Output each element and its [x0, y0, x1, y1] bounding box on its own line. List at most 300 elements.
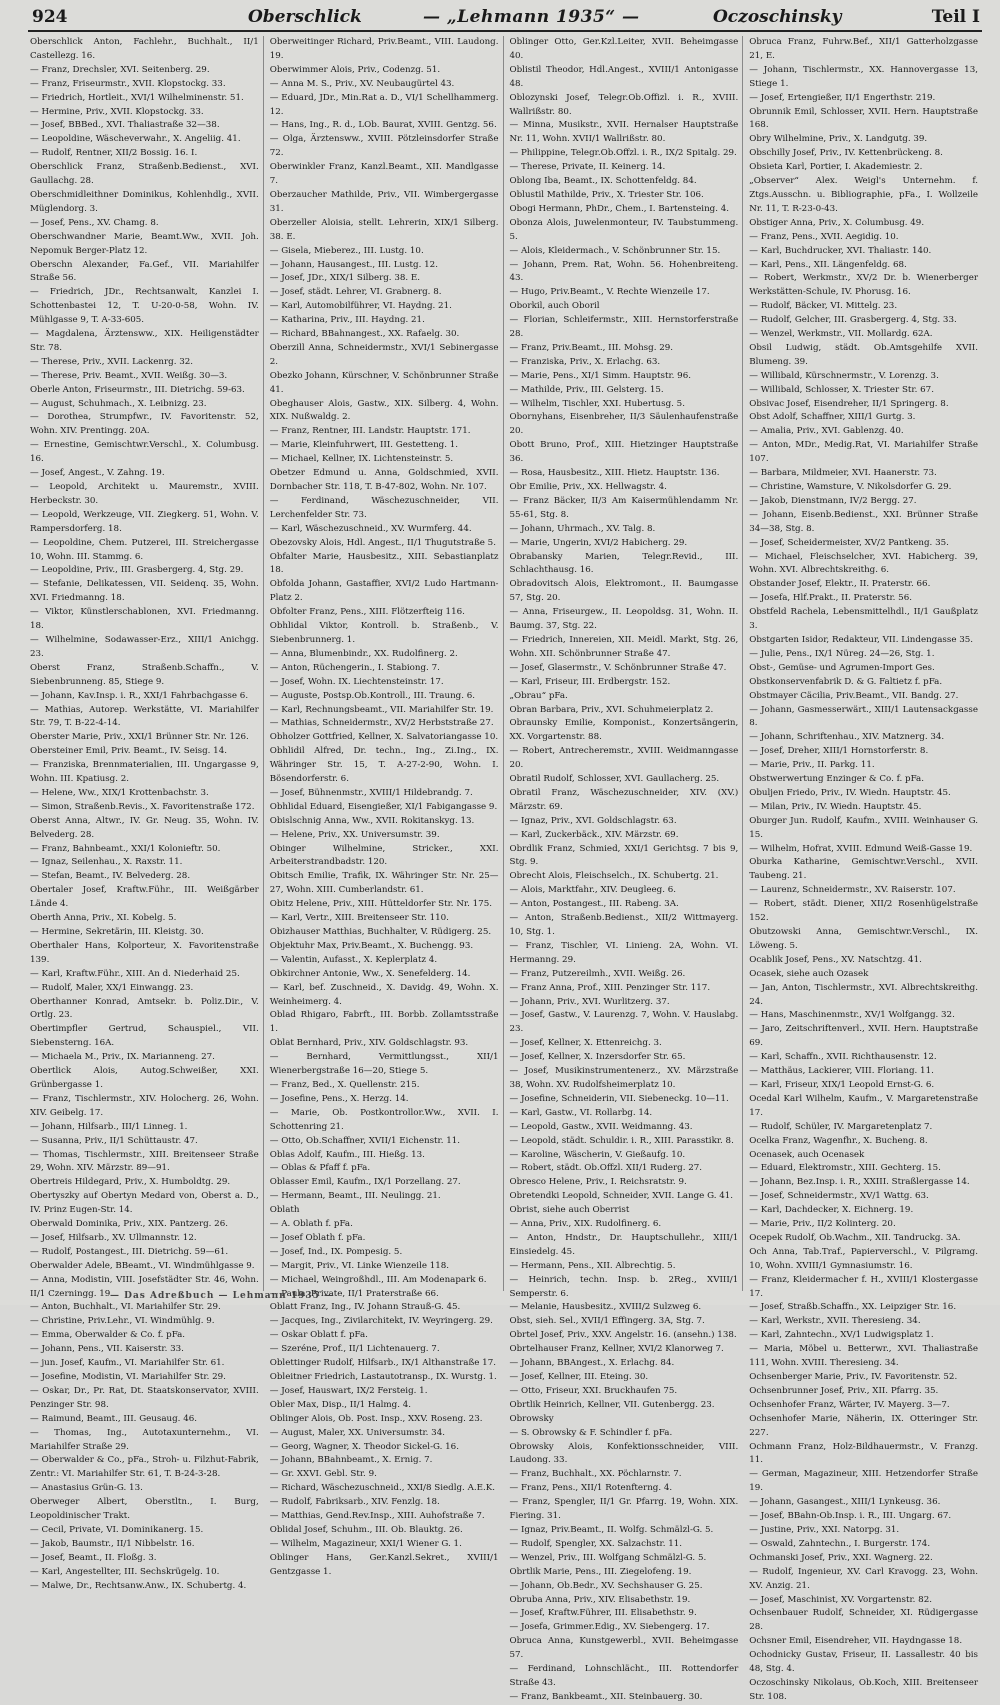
directory-entry: — Franziska, Brennmaterialien, III. Ungargasse 9, Wohn. III. Kpatiusg. 2. — [30, 760, 259, 785]
directory-entry: — Mathias, Autorep. Werkstätte, VI. Mariahilfer Str. 79, T. B-22-4-14. — [30, 704, 259, 729]
directory-entry: — Karl, Dachdecker, X. Eichnerg. 19. — [749, 1205, 914, 1216]
directory-entry: Obratil Franz, Wäschezuschneider, XIV. (XV.) Märzstr. 69. — [509, 787, 739, 812]
directory-entry: — Franz, Bed., X. Quellenstr. 215. — [269, 1079, 420, 1090]
directory-entry: Oborkil, auch Oboril — [509, 301, 600, 312]
directory-entry: Obsieta Karl, Portier, I. Akademiestr. 2. — [749, 162, 923, 173]
directory-entry: Obry Wilhelmine, Priv., X. Landgutg. 39. — [749, 134, 928, 145]
directory-entry: — Franz, Bankbeamt., XII. Steinbauerg. 30. — [509, 1691, 703, 1702]
directory-entry: Obst-, Gemüse- und Agrumen-Import Ges. — [749, 662, 935, 673]
directory-entry: Oberst Franz, Straßenb.Schaffn., V. Siebenbrunneng. 85, Stiege 9. — [30, 662, 259, 687]
directory-entry: Oblozynski Josef, Telegr.Ob.Offizl. i. R., XVIII. Wallrißstr. 80. — [509, 92, 739, 117]
directory-entry: — Ferdinand, Lohnschlächt., III. Rottendorfer Straße 43. — [509, 1664, 739, 1688]
directory-entry: — Raimund, Beamt., III. Geusaug. 46. — [30, 1413, 198, 1424]
directory-entry: — Franz, Pens., XII/1 Rotenfterng. 4. — [509, 1483, 673, 1494]
directory-entry: — Richard, BBahnangest., XX. Rafaelg. 30. — [269, 329, 460, 340]
directory-entry: — Johann, BBAngest., X. Erlachg. 84. — [509, 1358, 675, 1369]
directory-entry: — A. Oblath f. pFa. — [269, 1219, 353, 1230]
directory-entry: — Josef, Musikinstrumentenerz., XV. Märzstraße 38, Wohn. XV. Rudolfsheimerplatz 10. — [509, 1066, 739, 1090]
directory-entry: — Szeréne, Prof., II/1 Lichtenauerg. 7. — [269, 1344, 440, 1355]
directory-entry: Oberster Marie, Priv., XXI/1 Brünner Str. Nr. 126. — [30, 732, 249, 743]
directory-entry: — Karl, Buchdrucker, XVI. Thaliastr. 140. — [749, 245, 932, 256]
directory-entry: Oblustil Mathilde, Priv., X. Triester Str. 106. — [509, 189, 704, 200]
directory-entry: — Franz, Rentner, III. Landstr. Hauptstr. 171. — [269, 426, 471, 437]
directory-entry: Oblinger Otto, Ger.Kzl.Leiter, XVII. Beheimgasse 40. — [509, 37, 739, 61]
directory-entry: — Johann, Priv., XVI. Wurlitzerg. 37. — [509, 996, 670, 1007]
directory-entry: — Josef, Gastw., V. Laurenzg. 7, Wohn. V. Hauslabg. 23. — [509, 1010, 739, 1035]
directory-entry: — Johann, Uhrmach., XV. Talg. 8. — [509, 523, 656, 534]
directory-entry: Obersteiner Emil, Priv. Beamt., IV. Seisg. 14. — [30, 746, 227, 757]
directory-entry: — Willibald, Kürschnermstr., V. Lorenzg. 3. — [749, 370, 939, 381]
directory-entry: — Marie, Ungerin, XVI/2 Habicherg. 29. — [509, 537, 688, 548]
directory-entry: — Karl, Zuckerbäck., XIV. Märzstr. 69. — [509, 829, 679, 840]
directory-entry: — Amalia, Priv., XVI. Gablenzg. 40. — [749, 426, 904, 437]
page-header — [28, 4, 982, 28]
directory-entry: Och Anna, Tab.Traf., Papierverschl., V. Pilgramg. 10, Wohn. XVIII/1 Gymnasiumstr. 16. — [749, 1246, 978, 1271]
directory-entry: Obezovsky Alois, Hdl. Angest., II/1 Thugutstraße 5. — [269, 537, 496, 548]
directory-entry: — Josef, Wohn. IX. Liechtensteinstr. 17. — [269, 676, 444, 687]
directory-entry: — Wenzel, Werkmstr., VII. Mollardg. 62A. — [749, 329, 933, 340]
directory-entry: Obholzer Gottfried, Kellner, X. Salvatoriangasse 10. — [269, 732, 499, 743]
directory-entry: Oberschmidleithner Dominikus, Kohlenhdlg., XVII. Müglendorg. 3. — [30, 189, 259, 214]
directory-entry: „Obrau“ pFa. — [509, 690, 568, 701]
directory-entry: — Franz Bäcker, II/3 Am Kaisermühlendamm Nr. 55-61, Stg. 8. — [509, 495, 739, 520]
directory-entry: — Wilhelmine, Sodawasser-Erz., XIII/1 Anichgg. 23. — [30, 634, 259, 659]
directory-entry: Obratil Rudolf, Schlosser, XVI. Gaullacherg. 25. — [509, 774, 720, 785]
directory-entry: Oberwinkler Franz, Kanzl.Beamt., XII. Mandlgasse 7. — [269, 162, 499, 187]
directory-entry: Oberweger Albert, Oberstltn., I. Burg, Leopoldinischer Trakt. — [30, 1497, 259, 1522]
directory-entry: Oblas Adolf, Kaufm., III. Hießg. 13. — [269, 1149, 425, 1160]
directory-entry: — Barbara, Mildmeier, XVI. Haanerstr. 73. — [749, 468, 937, 479]
directory-entry: — Rosa, Hausbesitz., XIII. Hietz. Hauptstr. 136. — [509, 468, 720, 479]
directory-entry: — Josefine, Modistin, VI. Mariahilfer Str. 29. — [30, 1372, 226, 1382]
directory-entry: — Anton, Postangest., III. Rabeng. 3A. — [509, 899, 679, 910]
directory-entry: Ocepek Rudolf, Ob.Wachm., XII. Tandruckg. 3A. — [749, 1232, 961, 1243]
directory-entry: — Minna, Musikstr., XVII. Hernalser Hauptstraße Nr. 11, Wohn. XVII/1 Wallrißstr. 80. — [509, 120, 739, 145]
directory-entry: Obfalter Marie, Hausbesitz., XIII. Sebastianplatz 18. — [269, 551, 499, 576]
directory-entry: — Stefanie, Delikatessen, VII. Seidenq. 35, Wohn. XVI. Friedmanng. 18. — [30, 579, 259, 604]
directory-entry: Ocenasek, auch Ocenasek — [749, 1149, 865, 1160]
directory-entry: — Karl, Werkstr., XVII. Theresieng. 34. — [749, 1316, 921, 1327]
directory-entry: — Jan, Anton, Tischlermstr., XVI. Albrechtskreithg. 24. — [749, 982, 978, 1007]
directory-entry: Oberschn Alexander, Fa.Gef., VII. Mariahilfer Straße 56. — [30, 259, 259, 284]
directory-entry: — Alois, Kleidermach., V. Schönbrunner Str. 15. — [509, 245, 721, 256]
directory-entry: — Oskar Oblatt f. pFa. — [269, 1330, 368, 1341]
directory-entry: — Otto, Ob.Schaffner, XVII/1 Eichenstr. 11. — [269, 1135, 461, 1146]
directory-entry: — Anastasius Grün-G. 13. — [30, 1483, 143, 1494]
directory-entry: Obraunsky Emilie, Komponist., Konzertsängerin, XX. Vorgartenstr. 88. — [509, 718, 739, 743]
directory-entry: Obrdlik Franz, Schmied, XXI/1 Gerichtsg. 7 bis 9, Stg. 9. — [509, 843, 739, 868]
directory-entry: Oblatt Franz, Ing., IV. Johann Strauß-G. 45. — [269, 1302, 461, 1313]
directory-entry: Obstander Josef, Elektr., II. Praterstr. 66. — [749, 579, 931, 590]
directory-entry: — Karoline, Wäscherin, V. Gießaufg. 10. — [509, 1149, 686, 1160]
directory-entry: — Gr. XXVI. Gebl. Str. 9. — [269, 1469, 377, 1480]
directory-entry: Oblinger Alois, Ob. Post. Insp., XXV. Roseng. 23. — [269, 1413, 483, 1424]
directory-entry: — Robert, Antrecheremstr., XVIII. Weidmanngasse 20. — [509, 746, 739, 771]
directory-entry: — Wenzel, Priv., III. Wolfgang Schmälzl-G. 5. — [509, 1552, 707, 1563]
directory-entry: Oberwald Dominika, Priv., XIX. Pantzerg. 26. — [30, 1219, 228, 1230]
directory-entry: — Rudolf, Schüler, IV. Margaretenplatz 7. — [749, 1121, 933, 1132]
directory-entry: — Rudolf, Postangest., III. Dietrichg. 59—61. — [30, 1246, 229, 1257]
directory-entry: Obsivac Josef, Eisendreher, II/1 Springerg. 8. — [749, 398, 949, 409]
directory-entry: — Wilhelm, Tischler, XXI. Hubertusg. 5. — [509, 398, 685, 409]
directory-entry: Ocedal Karl Wilhelm, Kaufm., V. Margaretenstraße 17. — [749, 1093, 978, 1118]
directory-entry: — Franz, Tischler, VI. Linieng. 2A, Wohn. VI. Hermanng. 29. — [509, 940, 739, 965]
directory-entry: — Anton, Hndstr., Dr. Hauptschullehr., XIII/1 Einsiedelg. 45. — [509, 1232, 739, 1257]
directory-entry: — Johann, Eisenb.Bedienst., XXI. Brünner Straße 34—38, Stg. 8. — [749, 509, 978, 534]
directory-entry: — Magdalena, Ärztensww., XIX. Heiligenstädter Str. 78. — [30, 329, 259, 353]
directory-entry: Obran Barbara, Priv., XVI. Schuhmeierplatz 2. — [509, 704, 714, 715]
directory-entry: Obrist, siehe auch Oberrist — [509, 1205, 630, 1216]
directory-entry: — Melanie, Hausbesitz., XVIII/2 Sulzweg 6. — [509, 1302, 702, 1313]
directory-entry: — Karl, Schaffn., XVII. Richthausenstr. 12. — [749, 1052, 937, 1063]
directory-entry: Ocasek, siehe auch Ozasek — [749, 968, 869, 979]
directory-entry: Obstgarten Isidor, Redakteur, VII. Lindengasse 35. — [749, 634, 974, 645]
directory-entry: Obhlidal Viktor, Kontroll. b. Straßenb., V. Siebenbrunnerg. 1. — [269, 621, 499, 645]
directory-entry: — Alois, Marktfahr., XIV. Deugleeg. 6. — [509, 885, 677, 896]
directory-entry: — Cecil, Private, VI. Dominikanerg. 15. — [30, 1524, 204, 1535]
directory-entry: — Mathias, Schneidermstr., XV/2 Herbststraße 27. — [269, 718, 494, 729]
directory-entry: — Josef, Kellner, X. Inzersdorfer Str. 65. — [509, 1052, 686, 1063]
directory-entry: — Josef, Glasermstr., V. Schönbrunner Straße 47. — [509, 662, 727, 673]
directory-entry: — Johann, Prem. Rat, Wohn. 56. Hohenbreiteng. 43. — [509, 259, 739, 284]
directory-entry: — Anton, Straßenb.Bedienst., XII/2 Wittmayerg. 10, Stg. 1. — [509, 913, 739, 937]
directory-entry: — Marie, Kleinfuhrwert, III. Gestetteng. 1. — [269, 440, 459, 451]
directory-entry: — Hermann, Beamt., III. Neulingg. 21. — [269, 1191, 441, 1202]
directory-entry: Obislschnig Anna, Ww., XVII. Rokitanskyg. 13. — [269, 815, 475, 826]
directory-entry: Oblat Bernhard, Priv., XIV. Goldschlagstr. 93. — [269, 1038, 469, 1049]
directory-entry: — Oberwalder & Co., pFa., Stroh- u. Filzhut-Fabrik, Zentr.: VI. Mariahilfer Str. 61, T. B-24-3-28. — [30, 1455, 259, 1480]
directory-entry: Oberzill Anna, Schneidermstr., XVI/1 Sebinergasse 2. — [269, 342, 499, 367]
directory-entry: — Michaela M., Priv., IX. Marianneng. 27. — [30, 1052, 215, 1063]
directory-entry: Obetzer Edmund u. Anna, Goldschmied, XVII. Dornbacher Str. 118, T. B-47-802, Wohn. Nr. 107. — [269, 468, 499, 492]
directory-entry: — Willibald, Schlosser, X. Triester Str. 67. — [749, 384, 934, 395]
directory-entry: — Josef, Dreher, XIII/1 Hornstorferstr. 8. — [749, 746, 929, 757]
directory-entry: — Paula, Private, II/1 Praterstraße 66. — [269, 1288, 439, 1299]
directory-entry: Oblath — [269, 1205, 300, 1216]
directory-entry: Obfolter Franz, Pens., XIII. Flötzerfteig 116. — [269, 607, 465, 618]
directory-entry: — Gisela, Mieberez., III. Lustg. 10. — [269, 245, 424, 256]
directory-entry: — Ernestine, Gemischtwr.Verschl., X. Columbusg. 16. — [30, 440, 259, 465]
directory-entry: — Emma, Oberwalder & Co. f. pFa. — [30, 1330, 186, 1341]
directory-entry: — Maria, Möbel u. Betterwr., XVI. Thaliastraße 111, Wohn. XVIII. Theresieng. 34. — [749, 1344, 978, 1369]
directory-entry: Obrabansky Marien, Telegr.Revid., III. Schlachthausg. 16. — [509, 551, 739, 576]
directory-entry: Obitz Helene, Priv., XIII. Hütteldorfer Str. Nr. 175. — [269, 899, 492, 910]
directory-entry: — Josef, Bühnenmstr., XVIII/1 Hildebrandg. 7. — [269, 787, 473, 798]
directory-entry: — Hans, Maschinenmstr., XV/1 Wolfgangg. 32. — [749, 1010, 955, 1021]
directory-entry: — Jacques, Ing., Zivilarchitekt, IV. Weyringerg. 29. — [269, 1316, 493, 1327]
directory-entry: Oberwalder Adele, BBeamt., VI. Windmühlgasse 9. — [30, 1260, 255, 1271]
directory-entry: — Otto, Friseur, XXI. Bruckhaufen 75. — [509, 1385, 678, 1396]
directory-entry: — Franz, Putzereilmh., XVII. Weißg. 26. — [509, 968, 686, 979]
page-number: 924 — [32, 7, 68, 27]
directory-entry: — Thomas, Tischlermstr., XIII. Breitenseer Straße 29, Wohn. XIV. Märzstr. 89—91. — [30, 1149, 259, 1174]
directory-entry: — Marie, Pens., XI/1 Simm. Hauptstr. 96. — [509, 370, 692, 381]
directory-entry: — Matthäus, Lackierer, VIII. Floriang. 11. — [749, 1066, 934, 1077]
directory-entry: Oberschlick Anton, Fachlehr., Buchhalt., II/1 Castellezg. 16. — [30, 37, 259, 61]
directory-entry: — Johann, Schriftenhau., XIV. Matznerg. 34. — [749, 732, 945, 743]
directory-entry: — Hermine, Priv., XVII. Klopstockg. 33. — [30, 106, 204, 117]
directory-entry: Obhlidil Alfred, Dr. techn., Ing., Zi.Ing., IX. Währinger Str. 15, T. A-27-2-90, Wohn. I. Bösendorferstr. 6. — [269, 746, 499, 785]
directory-entry: — Therese, Private, II. Keinerg. 14. — [509, 162, 666, 173]
directory-entry: Obrecht Alois, Fleischselch., IX. Schubertg. 21. — [509, 871, 719, 882]
directory-entry: — Josefa, Hlf.Prakt., II. Praterstr. 56. — [749, 593, 913, 604]
directory-entry: Obrowsky — [509, 1413, 554, 1424]
directory-entry: Obrtlik Heinrich, Kellner, VII. Gutenbergg. 23. — [509, 1399, 715, 1410]
directory-entry: Ochmann Franz, Holz-Bildhauermstr., V. Franzg. 11. — [749, 1441, 978, 1466]
directory-entry: — Johann, Hilfsarb., III/1 Linneg. 1. — [30, 1121, 188, 1132]
directory-entry: Obertyszky auf Obertyn Medard von, Oberst a. D., IV. Prinz Eugen-Str. 14. — [30, 1191, 259, 1216]
directory-entry: — Franz, Kleidermacher f. H., XVIII/1 Klostergasse 17. — [749, 1274, 978, 1299]
directory-entry: Obler Max, Disp., II/1 Halmg. 4. — [269, 1399, 412, 1410]
directory-entry: — Karl, Friseur, III. Erdbergstr. 152. — [509, 676, 671, 687]
directory-entry: — Christine, Wamsture, V. Nikolsdorfer G. 29. — [749, 482, 952, 492]
directory-entry: Oberthanner Konrad, Amtsekr. b. Poliz.Dir., V. Ortlg. 23. — [30, 996, 259, 1021]
directory-entry: Obruca Franz, Fuhrw.Bef., XII/1 Gatterholzgasse 21, E. — [749, 37, 978, 61]
directory-entry: — Josef, Angest., V. Zahng. 19. — [30, 468, 165, 479]
directory-entry: — Leopold, Architekt u. Mauremstr., XVIII. Herbeckstr. 30. — [30, 482, 259, 506]
directory-entry: Oberle Anton, Friseurmstr., III. Dietrichg. 59-63. — [30, 384, 245, 395]
directory-entry: — S. Obrowsky & F. Schindler f. pFa. — [509, 1427, 673, 1438]
directory-entry: — Robert, städt. Ob.Offzl. XII/1 Ruderg. 27. — [509, 1163, 703, 1174]
directory-entry: Obstwerwertung Enzinger & Co. f. pFa. — [749, 774, 924, 785]
directory-entry: — Valentin, Aufasst., X. Keplerplatz 4. — [269, 954, 438, 965]
directory-entry: Obradovitsch Alois, Elektromont., II. Baumgasse 57, Stg. 20. — [509, 579, 739, 604]
directory-entry: — Leopoldine, Priv., III. Grasbergerg. 4, Stg. 29. — [30, 565, 244, 576]
directory-entry: — Anton, Rüchengerin., I. Stabiong. 7. — [269, 662, 440, 673]
directory-entry: Ochodnicky Gustav, Friseur, II. Lassallestr. 40 bis 48, Stg. 4. — [749, 1650, 978, 1675]
directory-entry: — Heinrich, techn. Insp. b. 2Reg., XVIII/1 Semperstr. 6. — [509, 1274, 739, 1299]
directory-entry: — Oblas & Pfaff f. pFa. — [269, 1163, 371, 1174]
directory-entry: — Josef, Hauswart, IX/2 Fersteig. 1. — [269, 1385, 428, 1396]
directory-entry: Oberst Anna, Altwr., IV. Gr. Neug. 35, Wohn. IV. Belvederg. 28. — [30, 815, 259, 840]
directory-entry: Obr Emilie, Priv., XX. Hellwagstr. 4. — [509, 482, 667, 492]
directory-entry: — Rudolf, Fabriksarb., XIV. Fenzlg. 18. — [269, 1497, 440, 1508]
directory-entry: Obschilly Josef, Priv., IV. Kettenbrückeng. 8. — [749, 148, 943, 159]
directory-entry: — Ignaz, Seilenhau., X. Raxstr. 11. — [30, 857, 183, 868]
directory-entry: Obretendki Leopold, Schneider, XVII. Lange G. 41. — [509, 1191, 734, 1202]
directory-entry: Oblasser Emil, Kaufm., IX/1 Porzellang. 27. — [269, 1177, 461, 1188]
directory-entry: — Josefa, Grimmer.Edig., XV. Siebengerg. 17. — [509, 1622, 710, 1633]
directory-entry: Oburka Katharine, Gemischtwr.Verschl., XVII. Taubeng. 21. — [749, 857, 978, 882]
directory-entry: — Franz, Drechsler, XVI. Seitenberg. 29. — [30, 64, 210, 75]
directory-entry: — Hans, Ing., R. d., LOb. Baurat, XVIII. Gentzg. 56. — [269, 120, 497, 131]
directory-entry: — Josef, Kellner, X. Ettenreichg. 3. — [509, 1038, 662, 1049]
directory-entry: — Leopold, Gastw., XVII. Weidmanng. 43. — [509, 1121, 693, 1132]
directory-entry: — Josefine, Pens., X. Herzg. 14. — [269, 1093, 409, 1104]
directory-entry: Oberzaucher Mathilde, Priv., VII. Wimbergergasse 31. — [269, 189, 499, 214]
directory-entry: — Marie, Priv., II/2 Kolinterg. 20. — [749, 1219, 896, 1230]
directory-entry: — Karl, Gastw., VI. Rollarbg. 14. — [509, 1107, 653, 1118]
directory-entry: Oczoschinsky Nikolaus, Ob.Koch, XIII. Breitenseer Str. 108. — [749, 1677, 978, 1702]
directory-entry: Obezko Johann, Kürschner, V. Schönbrunner Straße 41. — [269, 370, 499, 395]
directory-entry: — Franz, Priv.Beamt., III. Mohsg. 29. — [509, 342, 674, 353]
directory-entry: Obornyhans, Eisenbreher, II/3 Säulenhaufenstraße 20. — [509, 412, 739, 437]
directory-entry: — Leopoldine, Wäscheverwahr., X. Angeliig. 41. — [30, 134, 241, 145]
directory-entry: — Anna, Priv., XIX. Rudolfinerg. 6. — [509, 1219, 662, 1230]
directory-entry: — Oskar, Dr., Pr. Rat, Dt. Staatskonservator, XVIII. Penzinger Str. 98. — [30, 1385, 259, 1410]
directory-entry: — Viktor, Künstlerschablonen, XVI. Friedmanng. 18. — [30, 607, 259, 632]
directory-entry: — Karl, Angestellter, III. Sechskrügelg. 10. — [30, 1566, 220, 1577]
directory-entry: — Franz, Pens., XVII. Aegidig. 10. — [749, 231, 899, 242]
directory-entry: — Dorothea, Strumpfwr., IV. Favoritenstr. 52, Wohn. XIV. Prentingg. 20A. — [30, 412, 259, 437]
directory-entry: — Marie, Ob. Postkontrollor.Ww., XVII. I. Schottenring 21. — [269, 1107, 499, 1132]
directory-entry: — Karl, Pens., XII. Längenfeldg. 68. — [749, 259, 907, 270]
directory-entry: — Eduard, JDr., Min.Rat a. D., VI/1 Schellhammerg. 12. — [269, 92, 499, 117]
column-2 — [269, 36, 504, 1577]
directory-entry: Obst Adolf, Schaffner, XIII/1 Gurtg. 3. — [749, 412, 916, 423]
directory-entry: — Franz Anna, Prof., XIII. Penzinger Str. 117. — [509, 982, 711, 993]
directory-entry: — Eduard, Elektromstr., XIII. Gechterg. 15. — [749, 1163, 941, 1174]
directory-entry: — Laurenz, Schneidermstr., XV. Raiserstr. 107. — [749, 885, 956, 896]
directory-entry: Oberthaler Hans, Kolporteur, X. Favoritenstraße 139. — [30, 940, 259, 965]
directory-entry: — Josef, JDr., XIX/1 Silberg. 38. E. — [269, 273, 421, 284]
directory-entry: — Josef Oblath f. pFa. — [269, 1232, 366, 1243]
directory-entry: — Philippine, Telegr.Ob.Offzl. i. R., IX/2 Spitalg. 29. — [509, 148, 737, 159]
directory-entry: — Johann, Kav.Insp. i. R., XXI/1 Fahrbachgasse 6. — [30, 690, 249, 701]
directory-entry: — Rudolf, Gelcher, III. Grasbergerg. 4, Stg. 33. — [749, 315, 957, 326]
directory-entry: Ochmanski Josef, Priv., XXI. Wagnerg. 22. — [749, 1552, 933, 1563]
directory-entry: Obstiger Anna, Priv., X. Columbusg. 49. — [749, 217, 925, 228]
directory-entry: — Hermine, Sekretärin, III. Kleistg. 30. — [30, 927, 204, 937]
directory-entry: — jun. Josef, Kaufm., VI. Mariahilfer Str. 61. — [30, 1358, 225, 1369]
directory-entry: — Richard, Wäschezuschneid., XXI/8 Siedlg. A.E.K. — [269, 1483, 495, 1494]
directory-entry: — Karl, Kraftw.Führ., XIII. An d. Niederhaid 25. — [30, 968, 240, 979]
directory-entry: Oblettinger Rudolf, Hilfsarb., IX/1 Althanstraße 17. — [269, 1358, 496, 1369]
directory-entry: Oberzeller Aloisia, stellt. Lehrerin, XIX/1 Silberg. 38. E. — [269, 217, 499, 242]
directory-entry: — Anna M. S., Priv., XV. Neubaugürtel 43. — [269, 78, 455, 89]
directory-entry: — Simon, Straßenb.Revis., X. Favoritenstraße 172. — [30, 801, 255, 812]
directory-entry: — Franz, Bahnbeamt., XXI/1 Kolonieftr. 50. — [30, 843, 221, 854]
part-label: Teil I — [931, 7, 980, 27]
directory-entry: Obogi Hermann, PhDr., Chem., I. Bartensteing. 4. — [509, 203, 730, 214]
directory-entry: — Therese, Priv. Beamt., XVII. Weißg. 30—3. — [30, 370, 228, 381]
directory-entry: — Franziska, Priv., X. Erlachg. 63. — [509, 356, 661, 367]
directory-entry: — Ignaz, Priv., XVI. Goldschlagstr. 63. — [509, 815, 677, 826]
directory-entry: — Robert, städt. Diener, XII/2 Rosenhügelstraße 152. — [749, 899, 978, 924]
directory-entry: Ocablik Josef, Pens., XV. Natschtzg. 41. — [749, 954, 922, 965]
directory-entry: — Josef, BBahn-Ob.Insp. i. R., III. Ungarg. 67. — [749, 1511, 952, 1522]
directory-entry: Oblidal Josef, Schuhm., III. Ob. Blauktg. 26. — [269, 1524, 463, 1535]
directory-entry: Obonza Alois, Juwelenmonteur, IV. Taubstummeng. 5. — [509, 217, 739, 242]
directory-entry: — Leopold, Werkzeuge, VII. Ziegkerg. 51, Wohn. V. Rampersdorferg. 18. — [30, 509, 259, 534]
directory-entry: Obertlick Alois, Autog.Schweißer, XXI. Grünbergasse 1. — [30, 1066, 259, 1090]
directory-entry: — Karl, Zahntechn., XV/1 Ludwigsplatz 1. — [749, 1330, 934, 1341]
directory-entry: — Florian, Schleifermstr., XIII. Hernstorferstraße 28. — [509, 315, 739, 340]
directory-entry: — Josef, Hilfsarb., XV. Ullmannstr. 12. — [30, 1232, 197, 1243]
directory-entry: — Malwe, Dr., Rechtsanw.Anw., IX. Schubertg. 4. — [30, 1580, 247, 1591]
directory-entry: — Josef, Kraftw.Führer, III. Elisabethstr. 9. — [509, 1608, 697, 1619]
directory-entry: — Katharina, Priv., III. Haydng. 21. — [269, 315, 425, 326]
directory-entry: Obstkonservenfabrik D. & G. Faltietz f. pFa. — [749, 676, 943, 687]
directory-entry: — Wilhelm, Magazineur, XXI/1 Wiener G. 1. — [269, 1538, 462, 1549]
directory-entry: — Stefan, Beamt., IV. Belvederg. 28. — [30, 871, 191, 882]
directory-entry: „Observer“ Alex. Weigl's Unternehm. f. Ztgs.Ausschn. u. Bibliographie, pFa., I. Wollzeile Nr. 11, T. R-23-0-43. — [749, 176, 978, 214]
directory-entry: Obinger Wilhelmine, Stricker., XXI. Arbeiterstrandbadstr. 120. — [269, 843, 499, 868]
directory-entry: — Helene, Ww., XIX/1 Krottenbachstr. 3. — [30, 787, 209, 798]
directory-entry: — Rudolf, Bäcker, VI. Mittelg. 23. — [749, 301, 898, 312]
directory-entry: — Bernhard, Vermittlungsst., XII/1 Wienerbergstraße 16—20, Stiege 5. — [269, 1052, 499, 1077]
directory-entry: — German, Magazineur, XIII. Hetzendorfer Straße 19. — [749, 1469, 978, 1494]
directory-entry: — Olga, Ärztensww., XVIII. Pötzleinsdorfer Straße 72. — [269, 134, 499, 159]
directory-entry: — Mathilde, Priv., III. Gelsterg. 15. — [509, 384, 664, 395]
directory-entry: — Michael, Kellner, IX. Lichtensteinstr. 5. — [269, 454, 454, 465]
directory-entry: Obertreis Hildegard, Priv., X. Humboldtg. 29. — [30, 1177, 231, 1188]
directory-entry: — Josef, Kellner, III. Eteing. 30. — [509, 1372, 649, 1382]
directory-entry: Ocelka Franz, Wagenfhr., X. Bucheng. 8. — [749, 1135, 928, 1146]
directory-entry: Oblad Rhigaro, Fabrft., III. Borbb. Zollamtsstraße 1. — [269, 1010, 499, 1035]
directory-entry: — Franz, Spengler, II/1 Gr. Pfarrg. 19, Wohn. XIX. Fiering. 31. — [509, 1497, 739, 1522]
directory-entry: — Josef, Beamt., II. Floßg. 3. — [30, 1552, 157, 1563]
directory-entry: Obruba Anna, Priv., XIV. Elisabethstr. 19. — [509, 1594, 691, 1605]
directory-entry: Obkirchner Antonie, Ww., X. Senefelderg. 14. — [269, 968, 471, 979]
directory-entry: — Franz, Friseurmstr., XVII. Klopstockg. 33. — [30, 78, 226, 89]
directory-entry: — Josef, städt. Lehrer, VI. Grabnerg. 8. — [269, 287, 442, 298]
directory-entry: — Matthias, Gend.Rev.Insp., XIII. Auhofstraße 7. — [269, 1511, 485, 1522]
directory-entry: Obstfeld Rachela, Lebensmittelhdl., II/1 Gaußplatz 3. — [749, 607, 978, 632]
directory-entry: — Josef, Straßb.Schaffn., XX. Leipziger Str. 16. — [749, 1302, 957, 1313]
page-footer: — Das Adreßbuch — Lehmann 1935 — — [110, 1291, 335, 1301]
directory-entry: — Johann, Hausangest., III. Lustg. 12. — [269, 259, 438, 270]
directory-entry: — Friedrich, Hortleit., XVI/1 Wilhelminenstr. 51. — [30, 92, 244, 103]
column-4 — [749, 36, 982, 1702]
directory-entry: Obrunnik Emil, Schlosser, XVII. Hern. Hauptstraße 168. — [749, 106, 978, 131]
directory-entry: — Josef, Maschinist, XV. Vorgartenstr. 82. — [749, 1594, 932, 1605]
header-title: — „Lehmann 1935“ — — [423, 7, 640, 27]
directory-entry: — Josef, Scheidermeister, XV/2 Pantkeng. 35. — [749, 537, 949, 548]
directory-entry: — Franz, Tischlermstr., XIV. Holocherg. 26, Wohn. XIV. Geibelg. 17. — [30, 1093, 259, 1118]
directory-entry: Obrowsky Alois, Konfektionsschneider, VIII. Laudong. 33. — [509, 1441, 739, 1466]
directory-entry: Ochsenberger Marie, Priv., IV. Favoritenstr. 52. — [749, 1372, 958, 1382]
directory-entry: — Anna, Friseurgew., II. Leopoldsg. 31, Wohn. II. Baumg. 37, Stg. 22. — [509, 607, 739, 632]
header-rule — [28, 30, 982, 32]
directory-entry: Obstmayer Cäcilia, Priv.Beamt., VII. Bandg. 27. — [749, 690, 959, 701]
directory-entry: — Friedrich, JDr., Rechtsanwalt, Kanzlei I. Schottenbastei 12, T. U-20-0-58, Wohn. IV. Mühlgasse 9, T. A-33-605. — [30, 287, 259, 326]
directory-entry: — Friedrich, Innereien, XII. Meidl. Markt, Stg. 26, Wohn. XII. Schönbrunner Straße 47. — [509, 634, 739, 659]
column-3 — [509, 36, 744, 1702]
directory-entry: — Johann, Gasmesserwärt., XIII/1 Lautensackgasse 8. — [749, 704, 978, 729]
directory-entry: Obutzowski Anna, Gemischtwr.Verschl., IX. Löweng. 5. — [749, 927, 978, 951]
directory-entry: Obresco Helene, Priv., I. Reichsratstr. 9. — [509, 1177, 687, 1188]
directory-entry: — Josef, Ertengießer, II/1 Engerthstr. 219. — [749, 92, 936, 103]
directory-entry: — Georg, Wagner, X. Theodor Sickel-G. 16. — [269, 1441, 459, 1452]
directory-entry: — Jakob, Baumstr., II/1 Nibbelstr. 16. — [30, 1538, 195, 1549]
directory-entry: — Helene, Priv., XX. Universumstr. 39. — [269, 829, 440, 840]
directory-entry: Obuljen Friedo, Priv., IV. Wiedn. Hauptstr. 45. — [749, 787, 951, 798]
directory-entry: — Karl, bef. Zuschneid., X. Davidg. 49, Wohn. X. Weinheimerg. 4. — [269, 982, 499, 1007]
directory-entry: Oblinger Hans, Ger.Kanzl.Sekret., XVIII/1 Gentzgasse 1. — [269, 1552, 499, 1577]
directory-entry: — Hermann, Pens., XII. Albrechtig. 5. — [509, 1260, 676, 1271]
directory-entry: — Marie, Priv., II. Parkg. 11. — [749, 760, 875, 771]
directory-entry: — Anna, Blumenbindr., XX. Rudolfinerg. 2. — [269, 648, 458, 659]
directory-entry: — Karl, Friseur, XIX/1 Leopold Ernst-G. 6. — [749, 1079, 935, 1090]
directory-entry: — Julie, Pens., IX/1 Nüreg. 24—26, Stg. 1. — [749, 648, 935, 659]
directory-entry: — Karl, Vertr., XIII. Breitenseer Str. 110. — [269, 913, 449, 924]
directory-entry: — Ferdinand, Wäschezuschneider, VII. Lerchenfelder Str. 73. — [269, 495, 499, 520]
directory-entry: — Josef, BBBed., XVI. Thaliastraße 32—38. — [30, 120, 220, 131]
directory-entry: — Johann, Tischlermstr., XX. Hannovergasse 13, Stiege 1. — [749, 64, 978, 89]
directory-entry: Obsil Ludwig, städt. Ob.Amtsgehilfe XVII. Blumeng. 39. — [749, 342, 978, 367]
directory-entry: — August, Maler, XX. Universumstr. 34. — [269, 1427, 445, 1438]
directory-entry: — Hugo, Priv.Beamt., V. Rechte Wienzeile 17. — [509, 287, 710, 298]
directory-entry: Ochsenbauer Rudolf, Schneider, XI. Rüdigergasse 28. — [749, 1608, 978, 1633]
directory-entry: Obrtelhauser Franz, Kellner, XVI/2 Klanorweg 7. — [509, 1344, 724, 1355]
directory-entry: — Anna, Modistin, VIII. Josefstädter Str. 46, Wohn. II/1 Czerningg. 19. — [30, 1274, 259, 1299]
directory-entry: — Karl, Wäschezuschneid., XV. Wurmferg. 44. — [269, 523, 472, 534]
directory-entry: — Franz, Buchhalt., XX. Pöchlarnstr. 7. — [509, 1469, 682, 1480]
directory-entry: Obeghauser Alois, Gastw., XIX. Silberg. 4, Wohn. XIX. Nußwaldg. 2. — [269, 398, 499, 423]
directory-entry: Obfolda Johann, Gastaffier, XVI/2 Ludo Hartmann-Platz 2. — [269, 579, 499, 604]
directory-entry: Obertaler Josef, Kraftw.Führ., III. Weißgärber Lände 4. — [30, 885, 259, 910]
